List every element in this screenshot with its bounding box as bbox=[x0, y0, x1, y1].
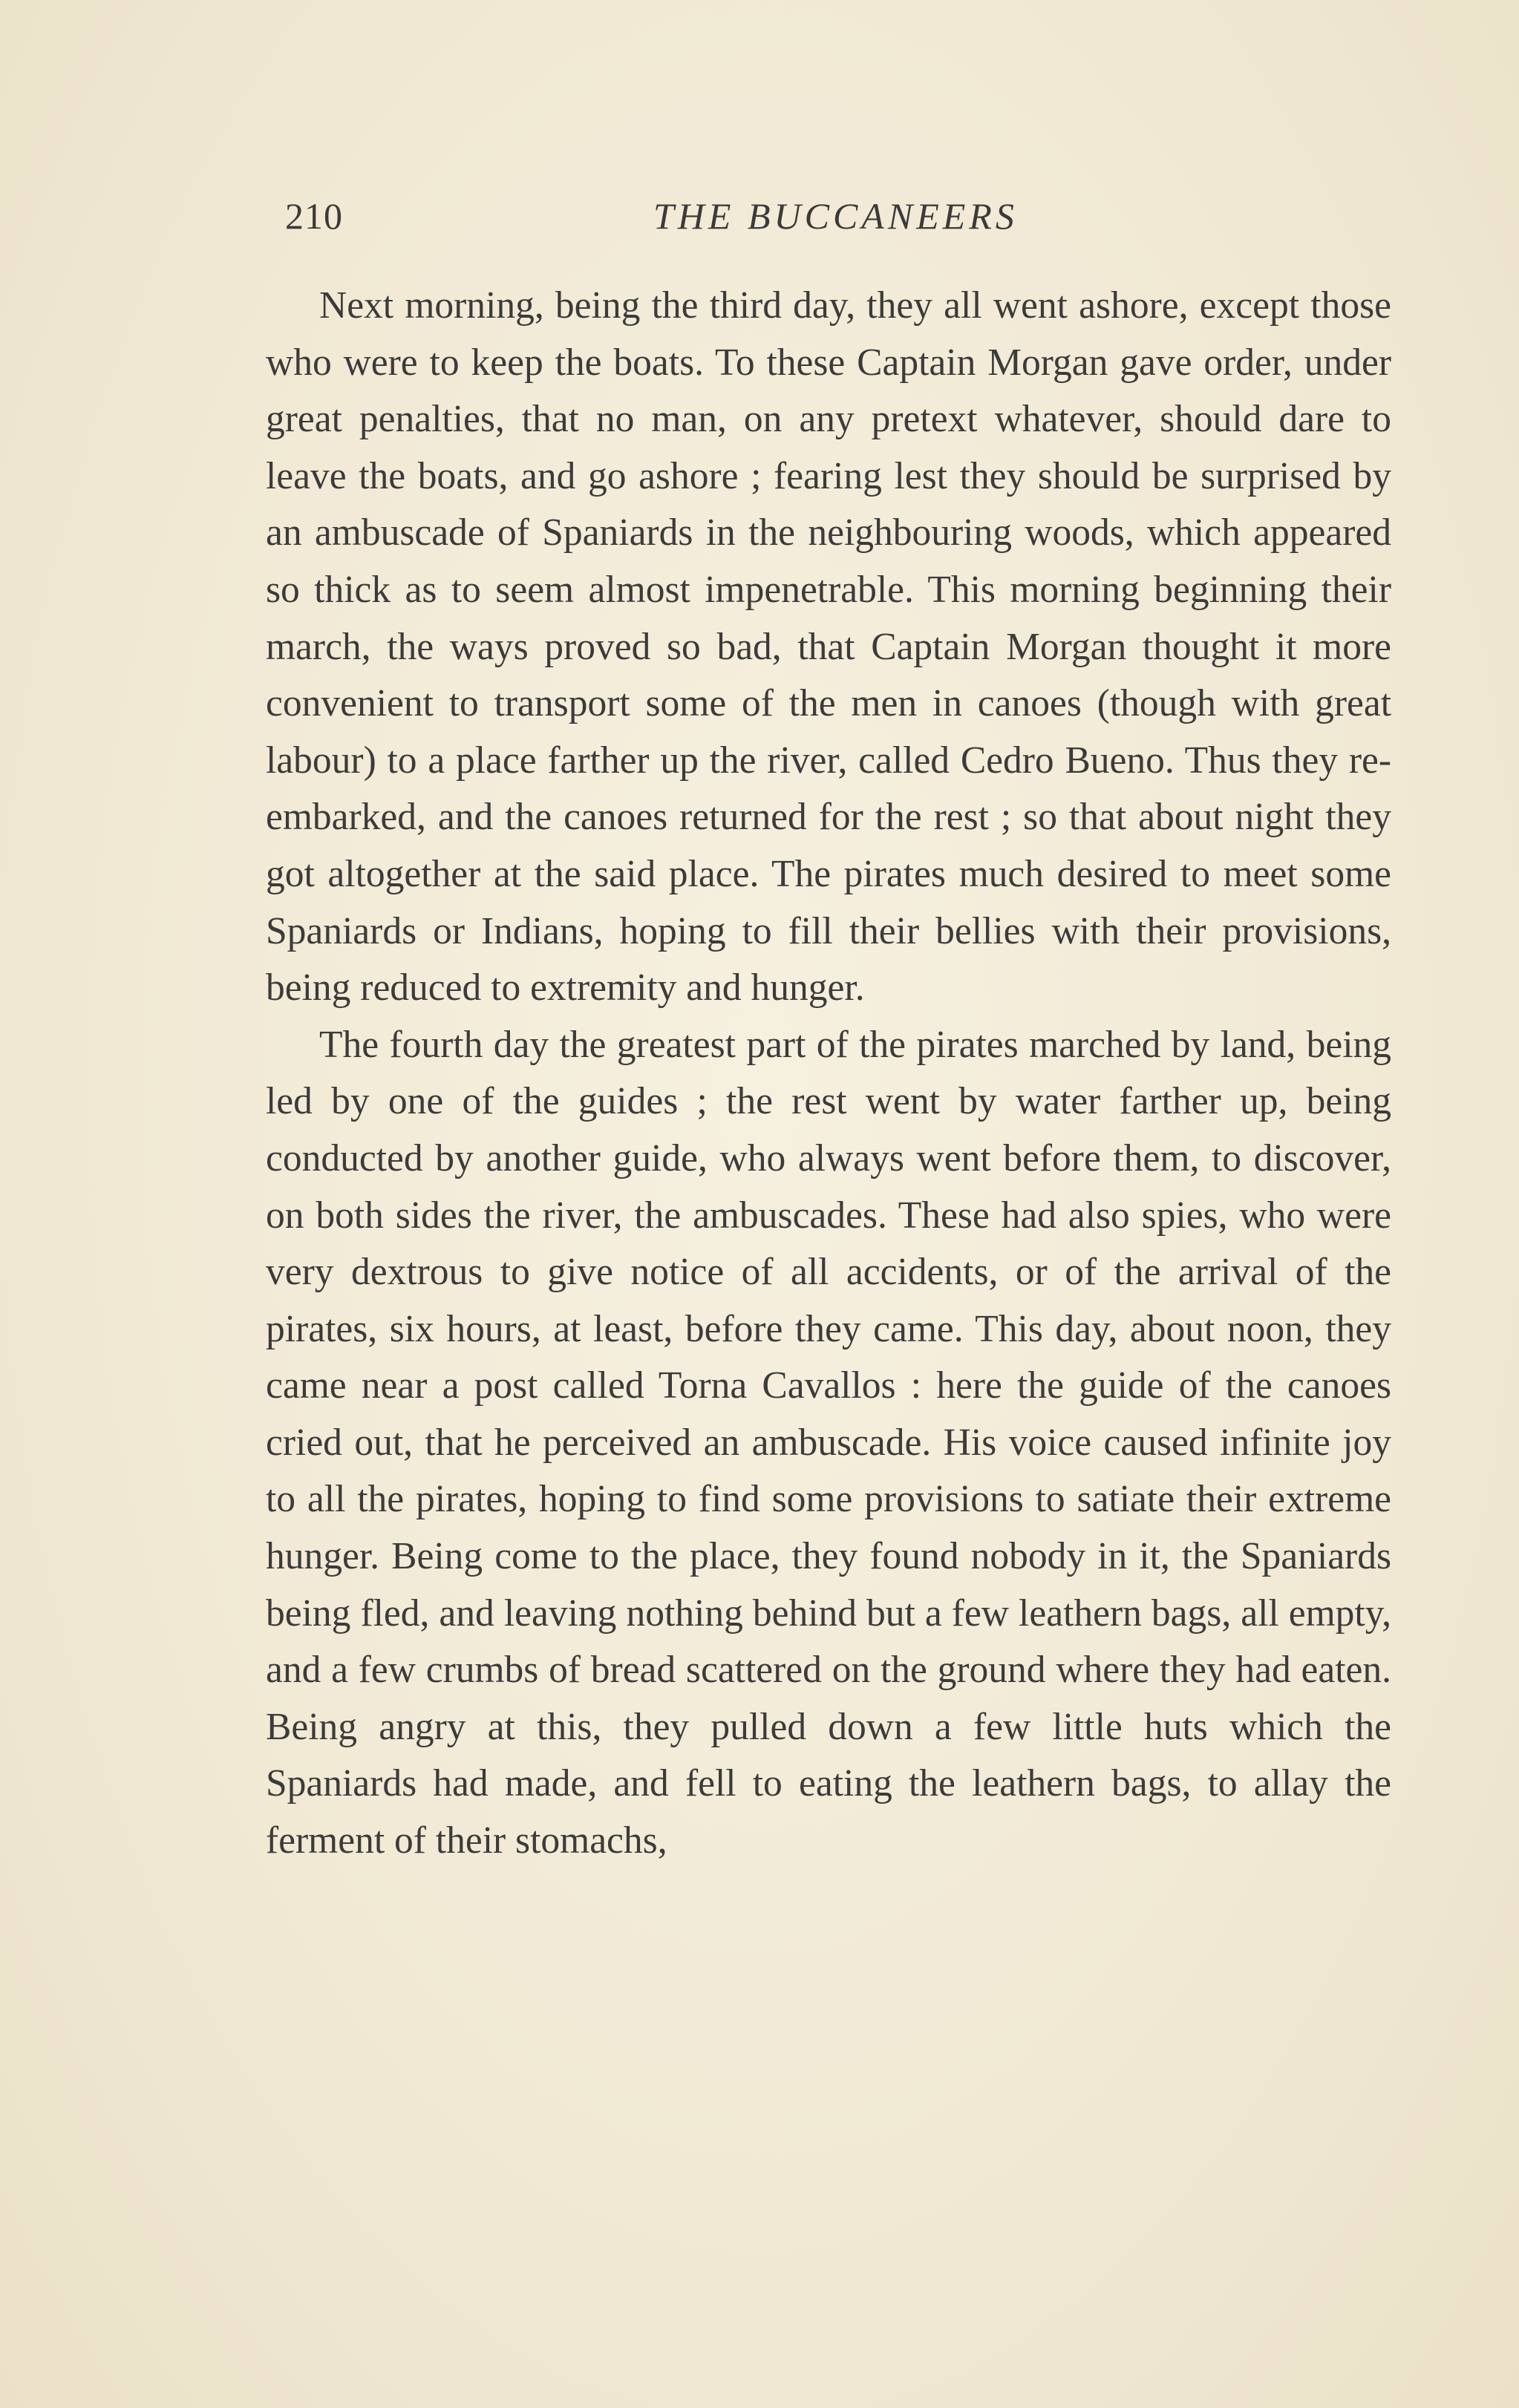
paragraph-2: The fourth day the greatest part of the pirates marched by land, being led by one of the guides ; the rest went by water farther up, being conducted by another guide, who always went before them, to discover, on both sides the river, the ambuscades. These had also spies, who were very dextrous to give notice of all accidents, or of the arrival of the pirates, six hours, at least, before they came. This day, about noon, they came near a post called Torna Cavallos : here the guide of the canoes cried out, that he perceived an ambuscade. His voice caused infinite joy to all the pirates, hoping to find some provisions to satiate their extreme hunger. Being come to the place, they found nobody in it, the Spaniards being fled, and leaving nothing behind but a few leathern bags, all empty, and a few crumbs of bread scattered on the ground where they had eaten. Being angry at this, they pulled down a few little huts which the Spaniards had made, and fell to eating the leathern bags, to allay the ferment of their stomachs, bbox=[266, 1023, 1391, 1862]
page-header bbox=[264, 194, 1378, 254]
body-text bbox=[266, 278, 1391, 1870]
page-number: 210 bbox=[285, 195, 343, 237]
paragraph-1: Next morning, being the third day, they all went ashore, except those who were to keep the boats. To these Captain Morgan gave order, under great penalties, that no man, on any pretext whatever, should dare to leave the boats, and go ashore ; fearing lest they should be surprised by an ambuscade of Spaniards in the neighbouring woods, which appeared so thick as to seem almost impenetrable. This morning beginning their march, the ways proved so bad, that Captain Morgan thought it more convenient to transport some of the men in canoes (though with great labour) to a place farther up the river, called Cedro Bueno. Thus they re-embarked, and the canoes returned for the rest ; so that about night they got altogether at the said place. The pirates much desired to meet some Spaniards or Indians, hoping to fill their bellies with their provisions, being reduced to extremity and hunger. bbox=[266, 284, 1391, 1010]
running-title: THE BUCCANEERS bbox=[653, 195, 1018, 237]
